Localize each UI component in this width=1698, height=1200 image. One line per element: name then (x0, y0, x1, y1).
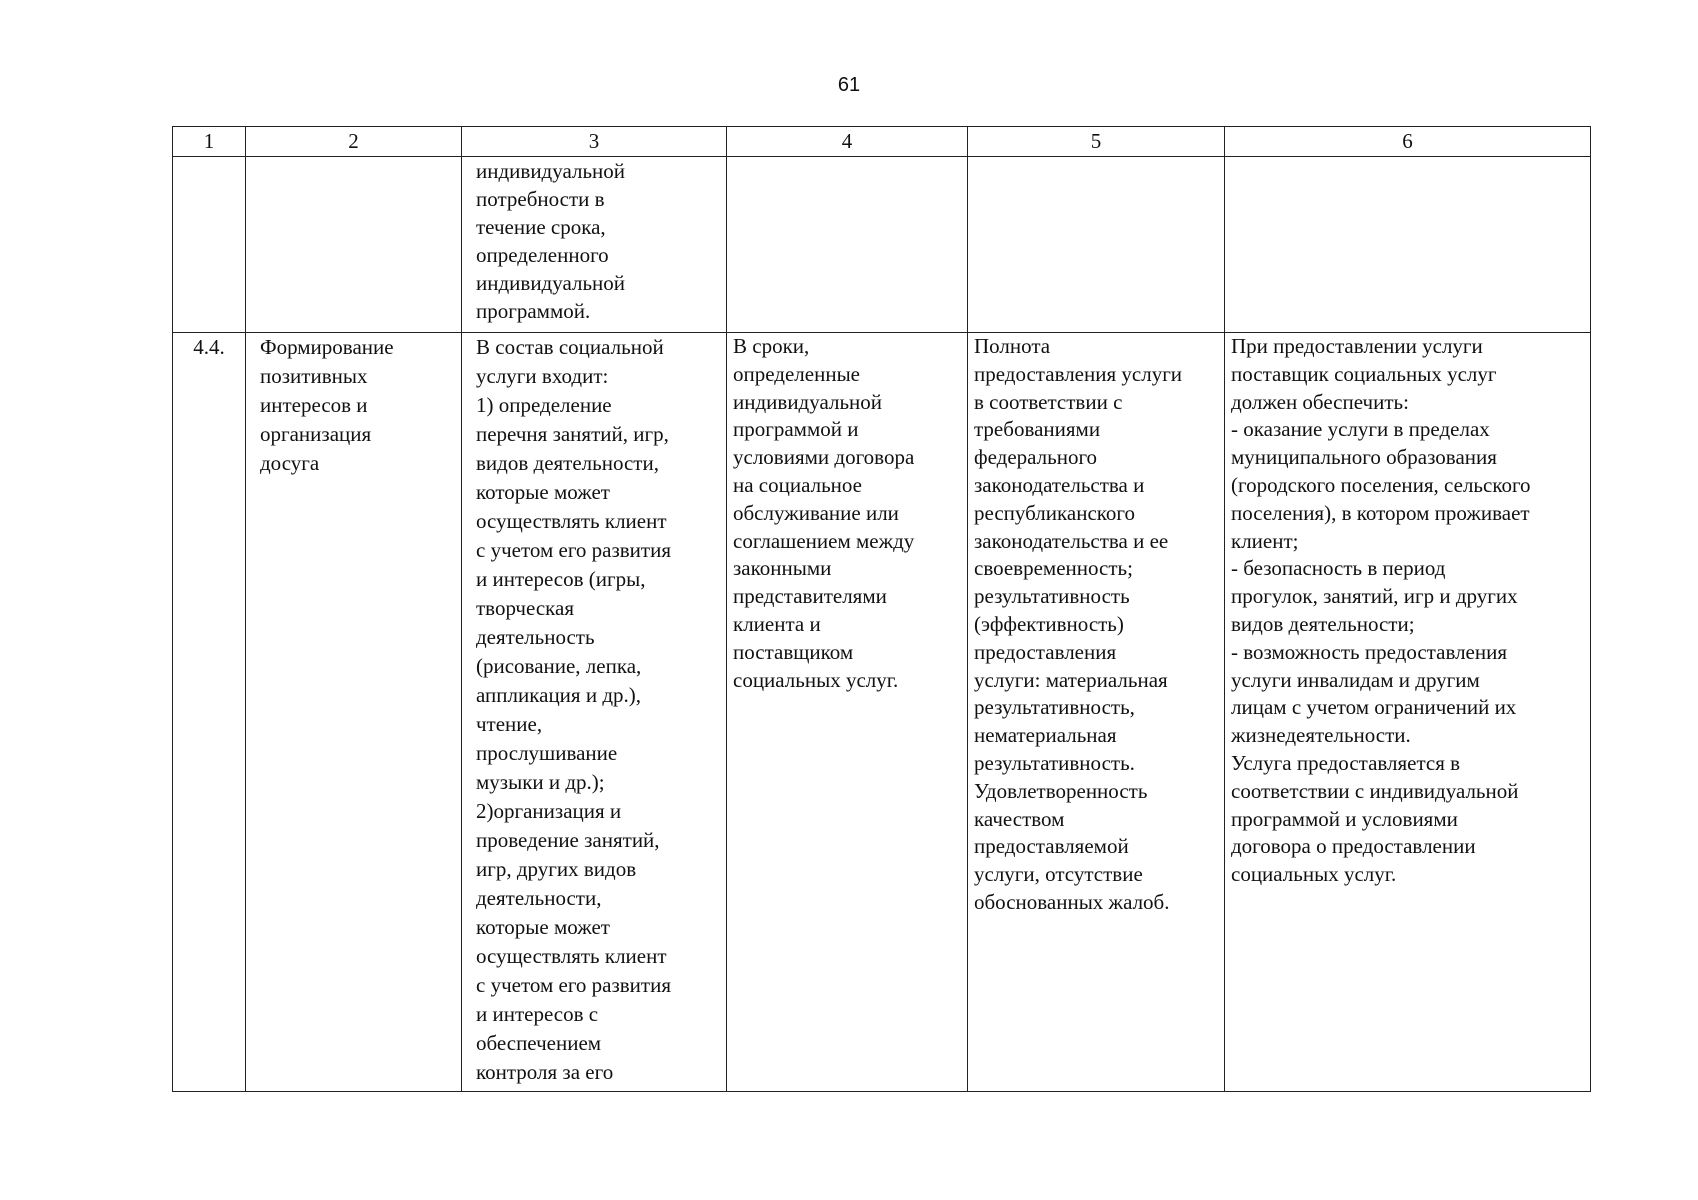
service-name-cell (246, 157, 462, 333)
service-content-cell: В состав социальной услуги входит: 1) определение перечня занятий, игр, видов деятельности, которые может осуществлять клиент с учетом его развития и интересов (игры, творческая деятельность (рисование, лепка, аппликация и др.), чтение, прослушивание музыки и др.); 2)организация и проведение занятий, игр, других видов деятельности, которые может осуществлять клиент с учетом его развития и интересов с обеспечением контроля за его (462, 333, 727, 1092)
column-header-3: 3 (462, 127, 727, 157)
column-header-1: 1 (173, 127, 246, 157)
column-header-6: 6 (1225, 127, 1591, 157)
service-name-cell: Формирование позитивных интересов и организация досуга (246, 333, 462, 1092)
quality-indicators-cell (968, 157, 1225, 333)
service-terms-cell: В сроки, определенные индивидуальной программой и условиями договора на социальное обслуживание или соглашением между законными представителями клиента и поставщиком социальных услуг. (727, 333, 968, 1092)
column-header-4: 4 (727, 127, 968, 157)
column-header-5: 5 (968, 127, 1225, 157)
table-header-row (173, 127, 1591, 157)
service-conditions-cell (1225, 157, 1591, 333)
table-row (173, 157, 1591, 333)
service-terms-cell (727, 157, 968, 333)
row-number-cell: 4.4. (173, 333, 246, 1092)
column-header-2: 2 (246, 127, 462, 157)
service-content-cell: индивидуальной потребности в течение срока, определенного индивидуальной программой. (462, 157, 727, 333)
page-number: 61 (837, 74, 861, 96)
quality-indicators-cell: Полнота предоставления услуги в соответствии с требованиями федерального законодательства и республиканского законодательства и ее своевременность; результативность (эффективность) предоставления услуги: материальная результативность, нематериальная результативность. Удовлетворенность качеством предоставляемой услуги, отсутствие обоснованных жалоб. (968, 333, 1225, 1092)
service-conditions-cell: При предоставлении услуги поставщик социальных услуг должен обеспечить: - оказание услуги в пределах муниципального образования (городского поселения, сельского поселения), в котором проживает клиент; - безопасность в период прогулок, занятий, игр и других видов деятельности; - возможность предоставления услуги инвалидам и другим лицам с учетом ограничений их жизнедеятельности. Услуга предоставляется в соответствии с индивидуальной программой и условиями договора о предоставлении социальных услуг. (1225, 333, 1591, 1092)
row-number-cell (173, 157, 246, 333)
services-table (172, 126, 1591, 1092)
table-row (173, 333, 1591, 1092)
